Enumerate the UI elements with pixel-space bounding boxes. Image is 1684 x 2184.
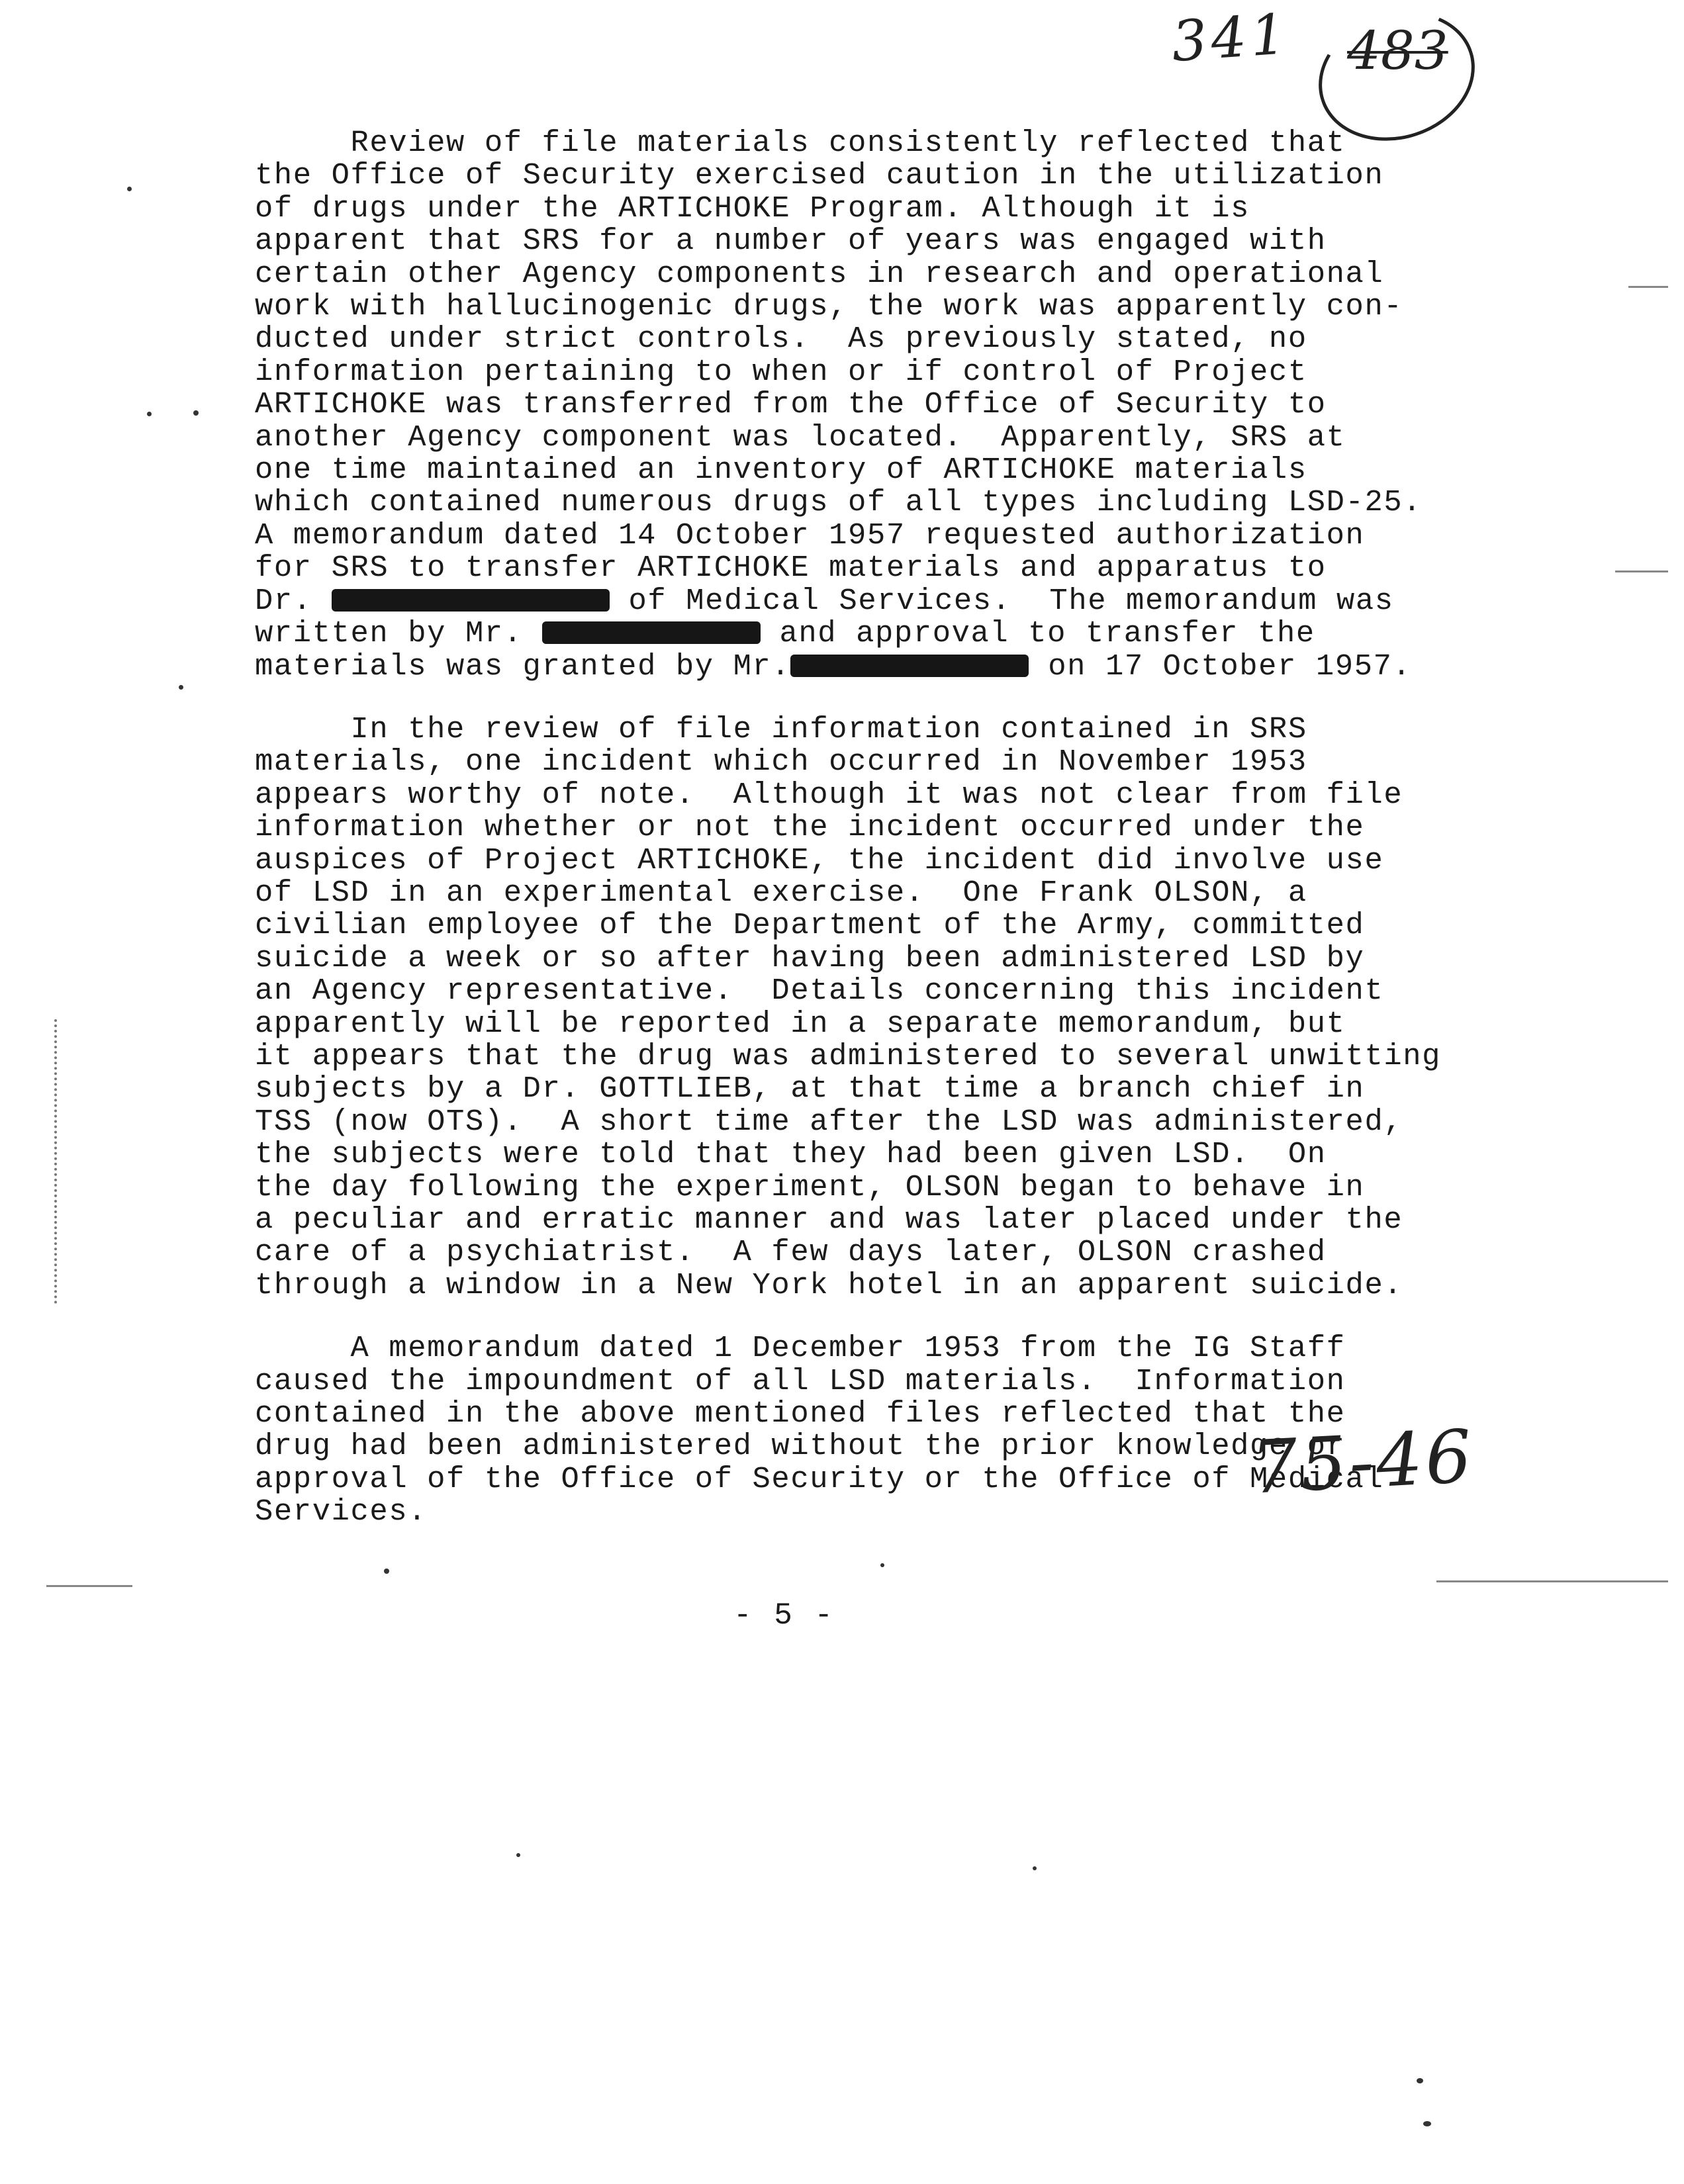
text-line: approval of the Office of Security or the Office of Medical [255,1461,1384,1496]
text-line: information whether or not the incident occurred under the [255,810,1365,845]
text-line: work with hallucinogenic drugs, the work was apparently con- [255,289,1403,324]
text-line: Services. [255,1494,428,1529]
scan-mark [1628,286,1668,288]
text-fragment: on 17 October 1957. [1029,649,1412,684]
scan-mark [1436,1580,1668,1582]
scan-speck [127,187,132,191]
scan-speck [193,410,199,416]
handwritten-page-number: 341 [1169,1,1292,75]
redacted-line [255,651,1566,683]
text-line: it appears that the drug was administered to several unwitting [255,1038,1442,1073]
scan-mark [46,1585,132,1587]
text-line: In the review of file information contained in SRS [255,711,1307,747]
text-line: apparent that SRS for a number of years was engaged with [255,224,1327,259]
redaction-block [790,655,1029,677]
text-line: caused the impoundment of all LSD materials. Information [255,1363,1346,1398]
text-line: drug had been administered without the prior knowledge or [255,1429,1346,1464]
redaction-block [542,621,761,644]
memo-body [255,127,1566,1529]
text-line: subjects by a Dr. GOTTLIEB, at that time a branch chief in [255,1071,1365,1107]
text-line: the day following the experiment, OLSON began to behave in [255,1169,1365,1205]
text-line: the subjects were told that they had been given LSD. On [255,1137,1327,1172]
text-line: an Agency representative. Details concerning this incident [255,974,1384,1009]
redacted-line [255,617,1566,650]
text-line: ducted under strict controls. As previously stated, no [255,322,1307,357]
circled-annotation-number: 483 [1347,20,1448,81]
text-line: auspices of Project ARTICHOKE, the incident did involve use [255,842,1384,878]
scan-speck [1033,1866,1037,1870]
scan-mark [1615,570,1668,572]
text-line: civilian employee of the Department of the Army, committed [255,908,1365,943]
text-line: suicide a week or so after having been administered LSD by [255,940,1365,976]
handwritten-file-number: 75-46 [1248,1414,1477,1510]
text-line: another Agency component was located. Apparently, SRS at [255,420,1346,455]
text-line: appears worthy of note. Although it was not clear from file [255,777,1403,812]
scan-speck [384,1569,389,1574]
scan-speck [516,1853,520,1857]
text-fragment: Dr. [255,583,332,618]
scan-speck [179,685,183,690]
text-fragment: and approval to transfer the [760,616,1315,651]
redacted-line [255,585,1566,617]
paragraph-1 [255,127,1566,683]
scan-mark [54,1019,60,1304]
text-line: of drugs under the ARTICHOKE Program. Although it is [255,191,1250,226]
text-line: of LSD in an experimental exercise. One Frank OLSON, a [255,875,1307,910]
scan-speck [880,1563,884,1567]
scan-speck [1417,2078,1423,2083]
text-line: ARTICHOKE was transferred from the Office of Security to [255,387,1327,422]
text-line: contained in the above mentioned files reflected that the [255,1396,1346,1432]
text-line: a peculiar and erratic manner and was later placed under the [255,1203,1403,1237]
scan-speck [1423,2121,1431,2126]
text-line: Review of file materials consistently reflected that [255,126,1346,160]
text-line: which contained numerous drugs of all types including LSD-25. [255,485,1423,520]
scan-speck [147,412,152,416]
redaction-block [332,589,610,612]
text-fragment: of Medical Services. The memorandum was [609,583,1394,618]
paragraph-2 [255,713,1566,1302]
text-line: information pertaining to when or if control of Project [255,354,1307,389]
text-line: materials, one incident which occurred in November 1953 [255,745,1307,780]
text-line: for SRS to transfer ARTICHOKE materials and apparatus to [255,551,1327,586]
text-line: TSS (now OTS). A short time after the LSD was administered, [255,1104,1403,1139]
text-fragment: materials was granted by Mr. [255,649,791,684]
text-line: one time maintained an inventory of ARTICHOKE materials [255,453,1307,488]
text-line: apparently will be reported in a separate memorandum, but [255,1006,1346,1041]
text-line: care of a psychiatrist. A few days later, OLSON crashed [255,1235,1327,1270]
text-fragment: written by Mr. [255,616,542,651]
text-line: through a window in a New York hotel in an apparent suicide. [255,1267,1403,1302]
text-line: A memorandum dated 14 October 1957 requested authorization [255,518,1365,553]
text-line: the Office of Security exercised caution in the utilization [255,158,1384,193]
text-line: A memorandum dated 1 December 1953 from the IG Staff [255,1331,1346,1366]
text-line: certain other Agency components in research and operational [255,256,1384,291]
page-number: - 5 - [733,1598,835,1633]
